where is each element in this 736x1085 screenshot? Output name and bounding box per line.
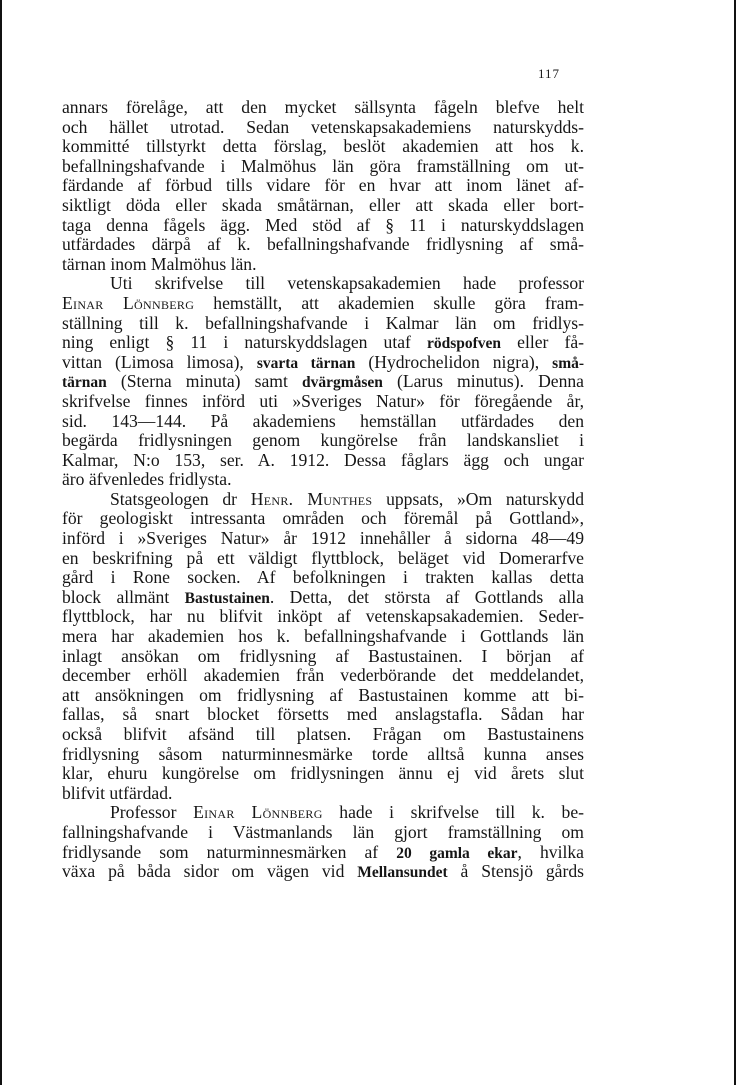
text-line: [62, 529, 584, 549]
landmark-name: Mellansundet: [357, 864, 448, 882]
paragraph-first-line: [62, 803, 584, 823]
text-line: [62, 98, 584, 118]
text-run: fallas, så snart blocket försetts med anslagstafla. Sådan har: [62, 704, 584, 725]
text-line: [62, 412, 584, 432]
text-run: blifvit utfärdad.: [62, 782, 173, 803]
text-line: [62, 216, 584, 236]
text-run: skrifvelse finnes införd uti »Sveriges Natur» för föregående år,: [62, 390, 584, 411]
text-run: kommitté tillstyrkt detta förslag, beslöt akademien att hos k.: [62, 136, 584, 157]
text-run: och hället utrotad. Sedan vetenskapsakademiens naturskydds-: [62, 116, 584, 137]
text-run: ning enligt § 11 i naturskyddslagen utaf: [62, 332, 427, 353]
text-run: fridlysning såsom naturminnesmärke torde alltså kunna anses: [62, 743, 584, 764]
species-name: tärnan: [62, 374, 107, 392]
text-line: [62, 745, 584, 765]
text-run: mera har akademien hos k. befallningshafvande i Gottlands län: [62, 626, 584, 647]
text-line: [62, 725, 584, 745]
text-run: befallningshafvande i Malmöhus län göra framställning om ut-: [62, 155, 584, 176]
species-name: små-: [552, 354, 585, 372]
text-line: [62, 470, 584, 490]
text-line: [62, 451, 584, 471]
text-run: utfärdades därpå af k. befallningshafvande fridlysning af små-: [62, 234, 584, 255]
author-name: Henr. Munthes: [250, 488, 373, 509]
text-run: Statsgeologen dr: [110, 488, 251, 509]
text-line: [62, 176, 584, 196]
text-run: fallningshafvande i Västmanlands län gjort framställning om: [62, 821, 584, 842]
text-run: taga denna fågels ägg. Med stöd af § 11 i naturskyddslagen: [62, 214, 584, 235]
text-run: december erhöll akademien från vederbörande det meddelandet,: [62, 665, 584, 686]
text-run: flyttblock, har nu blifvit inköpt af vetenskapsakademien. Seder-: [62, 606, 584, 627]
text-run: sid. 143—144. På akademiens hemställan utfärdades den: [62, 410, 584, 431]
text-run: eller få-: [501, 332, 584, 353]
text-run: äro äfvenledes fridlysta.: [62, 469, 232, 490]
text-run: annars förelåge, att den mycket sällsynta fågeln blefve helt: [62, 97, 584, 117]
text-run: siktligt döda eller skada småtärnan, eller att skada eller bort-: [62, 194, 584, 215]
text-line: [62, 823, 584, 843]
text-line: [62, 118, 584, 138]
text-line: [62, 392, 584, 412]
text-line: [62, 196, 584, 216]
text-line: [62, 705, 584, 725]
text-line: [62, 627, 584, 647]
text-line: [62, 764, 584, 784]
landmark-name: 20 gamla ekar: [396, 844, 518, 862]
paragraph-first-line: [62, 490, 584, 510]
text-run: gård i Rone socken. Af befolkningen i trakten kallas detta: [62, 567, 584, 588]
text-run: (Larus minutus). Denna: [382, 371, 584, 392]
text-line: [62, 607, 584, 627]
text-line: [62, 431, 584, 451]
text-run: växa på båda sidor om vägen vid: [62, 861, 358, 882]
text-line: [62, 568, 584, 588]
author-name: Einar Lönnberg: [193, 802, 323, 823]
landmark-name: Bastustainen: [184, 589, 270, 607]
text-run: hemställt, att akademien skulle göra fram-: [194, 292, 584, 313]
text-line: [62, 333, 584, 353]
text-run: Kalmar, N:o 153, ser. A. 1912. Dessa fåglars ägg och ungar: [62, 449, 584, 470]
species-name: dvärgmåsen: [301, 374, 383, 392]
text-run: klar, ehuru kungörelse om fridlysningen ännu ej vid årets slut: [62, 763, 584, 784]
text-line: [62, 235, 584, 255]
text-line: [62, 372, 584, 392]
text-run: Professor: [110, 802, 194, 823]
text-line: [62, 843, 584, 863]
page-number: 117: [537, 66, 560, 81]
text-run: Uti skrifvelse till vetenskapsakademien hade professor: [110, 273, 584, 294]
text-line: [62, 255, 584, 275]
text-line: [62, 862, 584, 882]
text-line: [62, 137, 584, 157]
body-text: [62, 98, 584, 882]
text-line: [62, 314, 584, 334]
text-run: , hvilka: [517, 841, 584, 862]
text-run: hade i skrifvelse till k. be-: [322, 802, 585, 823]
text-line: [62, 784, 584, 804]
text-line: [62, 686, 584, 706]
text-run: inlagt ansökan om fridlysning af Bastustainen. I början af: [62, 645, 584, 666]
text-run: ställning till k. befallningshafvande i Kalmar län om fridlys-: [62, 312, 584, 333]
text-run: en beskrifning på ett väldigt flyttblock, beläget vid Domerarfve: [62, 547, 584, 568]
species-name: svarta tärnan: [256, 354, 356, 372]
page-edge-left: [0, 0, 2, 1085]
text-line: [62, 588, 584, 608]
text-run: fridlysande som naturminnesmärken af: [62, 841, 397, 862]
text-run: införd i »Sveriges Natur» år 1912 innehåller å sidorna 48—49: [62, 528, 584, 549]
text-run: (Sterna minuta) samt: [106, 371, 302, 392]
text-line: [62, 647, 584, 667]
text-run: begärda fridlysningen genom kungörelse från landskansliet i: [62, 430, 584, 451]
text-line: [62, 294, 584, 314]
text-line: [62, 549, 584, 569]
species-name: rödspofven: [426, 335, 502, 353]
text-run: att ansökningen om fridlysning af Bastustainen komme att bi-: [62, 684, 584, 705]
text-run: också blifvit afsänd till platsen. Frågan om Bastustainens: [62, 724, 584, 744]
text-run: färdande af förbud tills vidare för en hvar att inom länet af-: [62, 175, 584, 196]
text-run: . Detta, det största af Gottlands alla: [269, 586, 584, 607]
text-run: vittan (Limosa limosa),: [62, 351, 257, 372]
text-run: uppsats, »Om naturskydd: [372, 488, 584, 509]
text-run: för geologiskt intressanta områden och föremål på Gottland»,: [62, 508, 584, 529]
author-name: Einar Lönnberg: [62, 292, 195, 313]
text-run: tärnan inom Malmöhus län.: [62, 253, 257, 274]
text-run: block allmänt: [62, 586, 185, 607]
text-line: [62, 157, 584, 177]
paragraph-first-line: [62, 274, 584, 294]
text-run: å Stensjö gårds: [447, 861, 584, 882]
text-run: (Hydrochelidon nigra),: [355, 351, 553, 372]
text-line: [62, 666, 584, 686]
text-line: [62, 509, 584, 529]
text-line: [62, 353, 584, 373]
